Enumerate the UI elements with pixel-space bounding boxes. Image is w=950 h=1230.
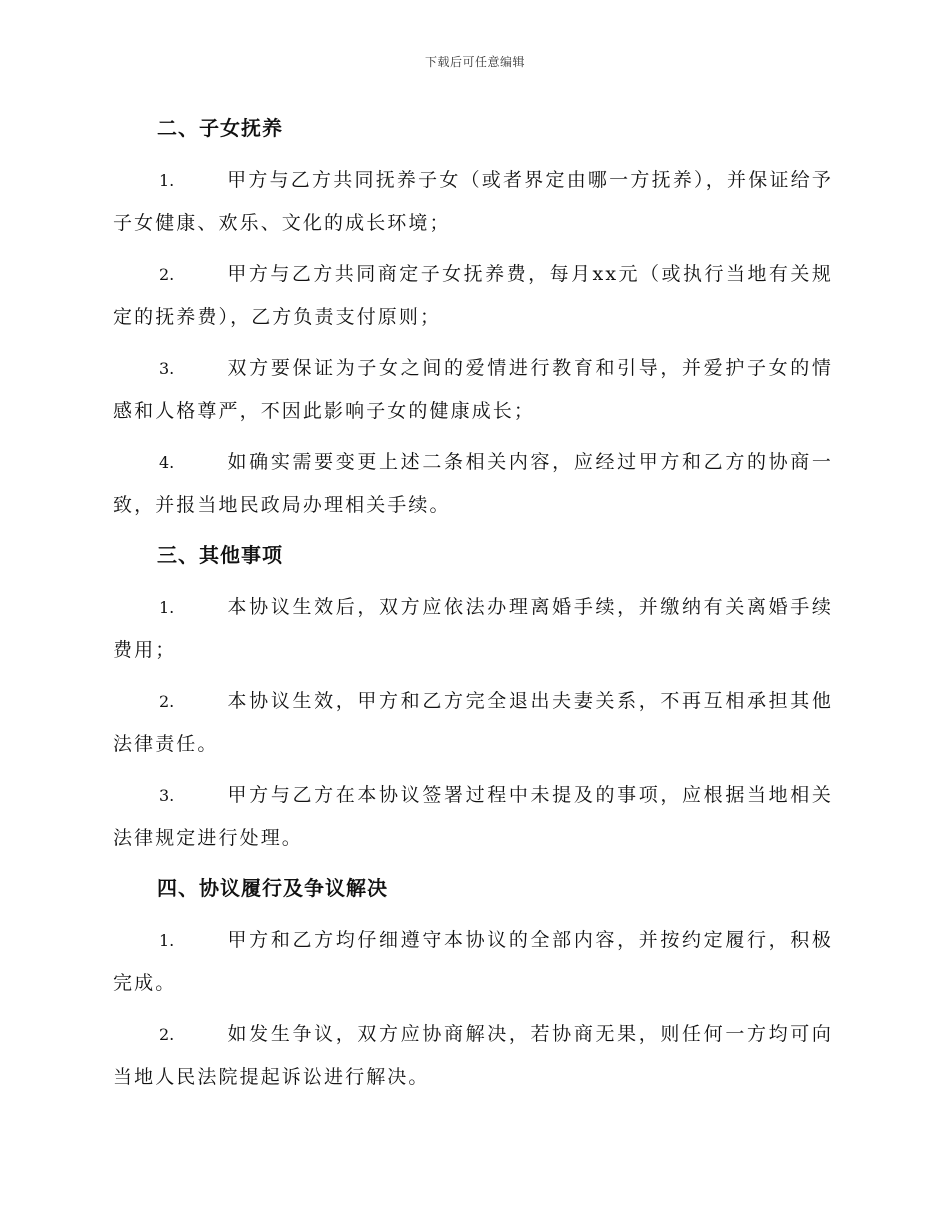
- clause-number: 2.: [159, 1025, 175, 1044]
- clause-text: 甲方与乙方共同抚养子女（或者界定由哪一方抚养），并保证给予子女健康、欢乐、文化的成长环境；: [113, 169, 833, 234]
- clause-text: 甲方与乙方共同商定子女抚养费，每月xx元（或执行当地有关规定的抚养费），乙方负责支付原则；: [113, 263, 833, 328]
- clause: [113, 1013, 833, 1098]
- clause-text: 如确实需要变更上述二条相关内容，应经过甲方和乙方的协商一致，并报当地民政局办理相关手续。: [113, 451, 833, 516]
- clause-text: 如发生争议，双方应协商解决，若协商无果，则任何一方均可向当地人民法院提起诉讼进行解决。: [113, 1023, 833, 1088]
- clause-text: 本协议生效，甲方和乙方完全退出夫妻关系，不再互相承担其他法律责任。: [113, 690, 833, 755]
- clause-text: 本协议生效后，双方应依法办理离婚手续，并缴纳有关离婚手续费用；: [113, 596, 833, 661]
- clause-number: 3.: [159, 359, 175, 378]
- clause-text: 甲方和乙方均仔细遵守本协议的全部内容，并按约定履行，积极完成。: [113, 929, 833, 994]
- clause: [113, 919, 833, 1004]
- clause: [113, 159, 833, 244]
- clause: [113, 586, 833, 671]
- section-heading: 二、子女抚养: [157, 116, 283, 140]
- document-body: [113, 108, 833, 1107]
- clause-number: 2.: [159, 265, 175, 284]
- clause: [113, 441, 833, 526]
- clause-number: 2.: [159, 692, 175, 711]
- page-header: 下载后可任意编辑: [424, 55, 525, 69]
- clause: [113, 253, 833, 338]
- section-other-matters: [113, 535, 833, 859]
- clause-text: 双方要保证为子女之间的爱情进行教育和引导，并爱护子女的情感和人格尊严，不因此影响子女的健康成长；: [113, 357, 833, 422]
- section-heading: 四、协议履行及争议解决: [157, 876, 388, 900]
- section-heading: 三、其他事项: [157, 543, 283, 567]
- clause-number: 1.: [159, 598, 175, 617]
- clause-number: 3.: [159, 786, 175, 805]
- clause-text: 甲方与乙方在本协议签署过程中未提及的事项，应根据当地相关法律规定进行处理。: [113, 784, 833, 849]
- clause-number: 1.: [159, 171, 175, 190]
- clause: [113, 774, 833, 859]
- clause-number: 1.: [159, 931, 175, 950]
- section-child-custody: [113, 108, 833, 526]
- clause: [113, 680, 833, 765]
- section-performance-disputes: [113, 868, 833, 1098]
- clause-number: 4.: [159, 453, 175, 472]
- clause: [113, 347, 833, 432]
